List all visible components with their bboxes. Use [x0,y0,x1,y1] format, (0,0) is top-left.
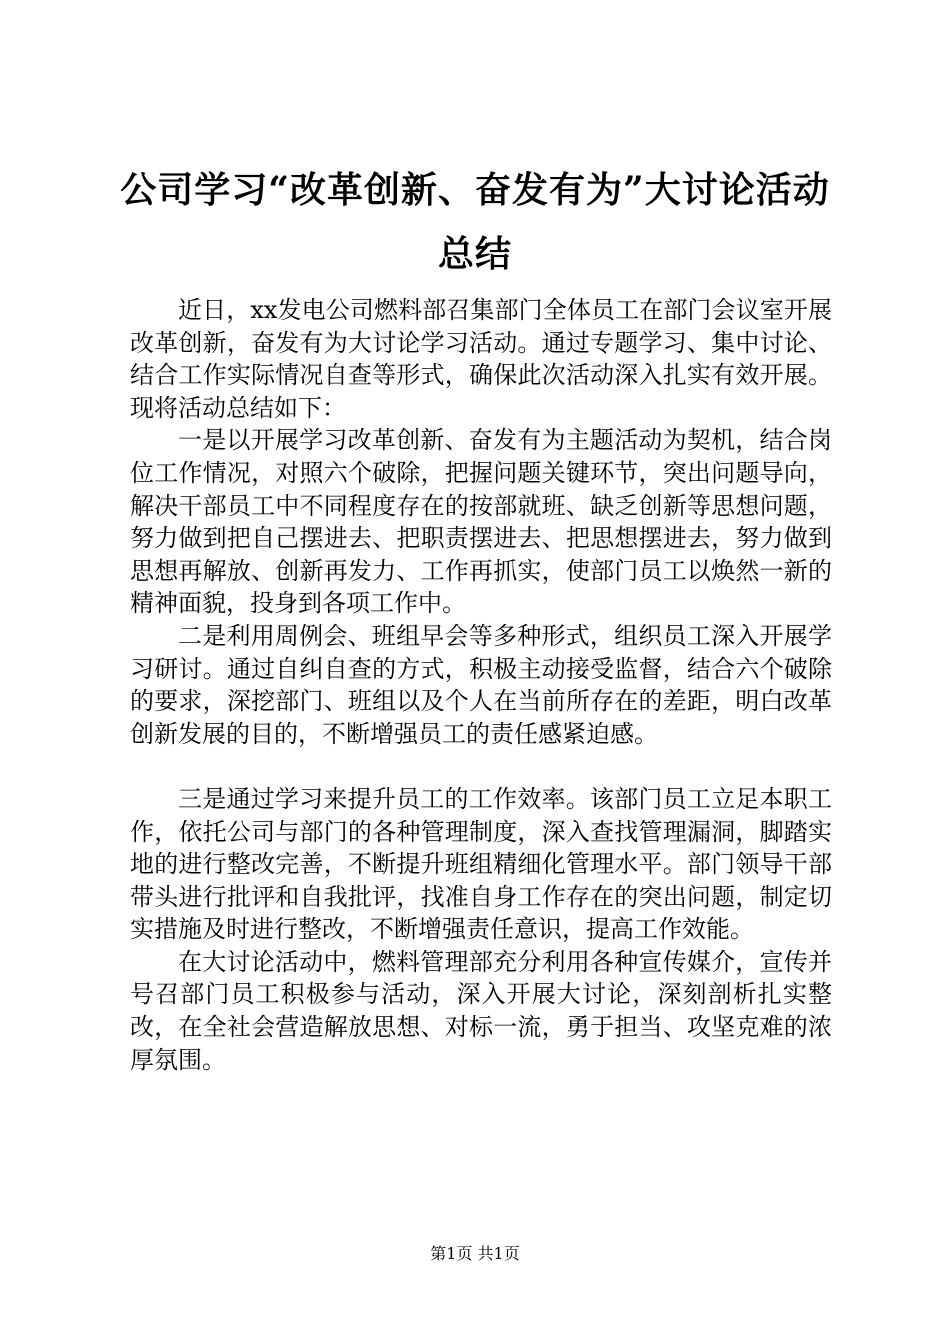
paragraph-point-three: 三是通过学习来提升员工的工作效率。该部门员工立足本职工作，依托公司与部门的各种管理制度，深入查找管理漏洞，脚踏实地的进行整改完善，不断提升班组精细化管理水平。部门领导干部带头进行批评和自我批评，找准自身工作存在的突出问题，制定切实措施及时进行整改，不断增强责任意识，提高工作效能。 [130,784,832,944]
paragraph-conclusion: 在大讨论活动中，燃料管理部充分利用各种宣传媒介，宣传并号召部门员工积极参与活动，深入开展大讨论，深刻剖析扎实整改，在全社会营造解放思想、对标一流，勇于担当、攻坚克难的浓厚氛围。 [130,947,832,1074]
paragraph-intro: 近日，xx发电公司燃料部召集部门全体员工在部门会议室开展改革创新，奋发有为大讨论学习活动。通过专题学习、集中讨论、结合工作实际情况自查等形式，确保此次活动深入扎实有效开展。现将活动总结如下： [130,296,832,422]
page-number-footer: 第1页 共1页 [430,1244,520,1263]
paragraph-point-two: 二是利用周例会、班组早会等多种形式，组织员工深入开展学习研讨。通过自纠自查的方式，积极主动接受监督，结合六个破除的要求，深挖部门、班组以及个人在当前所存在的差距，明白改革创新发展的目的，不断增强员工的责任感紧迫感。 [130,621,832,748]
document-title: 公司学习“改革创新、奋发有为”大讨论活动总结 [120,169,830,275]
document-body [130,294,832,1076]
paragraph-point-one: 一是以开展学习改革创新、奋发有为主题活动为契机，结合岗位工作情况，对照六个破除，把握问题关键环节，突出问题导向，解决干部员工中不同程度存在的按部就班、缺乏创新等思想问题，努力做到把自己摆进去、把职责摆进去、把思想摆进去，努力做到思想再解放、创新再发力、工作再抓实，使部门员工以焕然一新的精神面貌，投身到各项工作中。 [130,426,832,618]
